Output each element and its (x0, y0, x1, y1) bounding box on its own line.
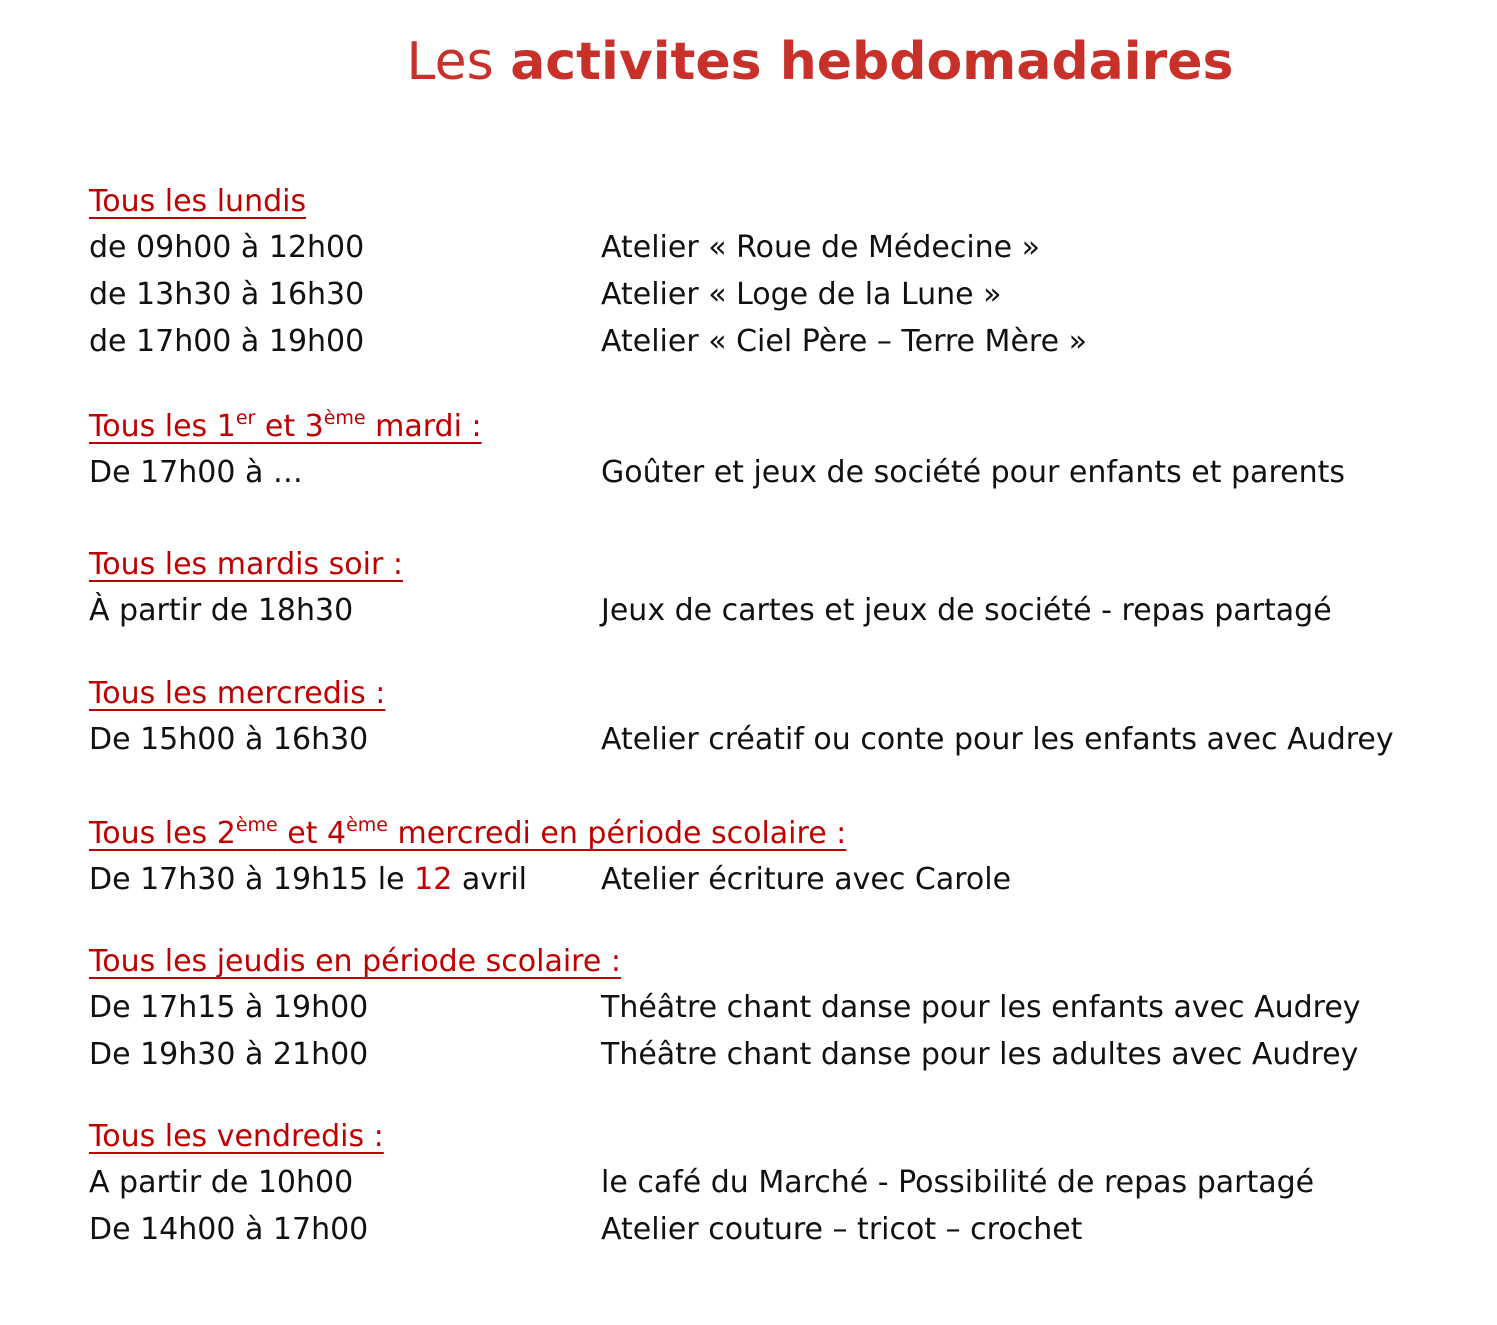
row-time: De 17h30 à 19h15 le 12 avril (89, 862, 528, 897)
section-heading: Tous les lundis (89, 184, 307, 219)
section-heading: Tous les vendredis : (89, 1119, 384, 1154)
row-time: De 14h00 à 17h00 (89, 1212, 369, 1247)
row-activity: Atelier écriture avec Carole (601, 862, 1012, 897)
schedule-row (89, 716, 1479, 763)
section-lundis (89, 180, 1479, 365)
section-mercredis (89, 672, 1479, 763)
row-activity: Théâtre chant danse pour les enfants avec Audrey (601, 990, 1361, 1025)
title-prefix: Les (406, 32, 494, 92)
schedule-row (89, 984, 1479, 1031)
section-mardis-soir (89, 543, 1479, 634)
row-activity: Jeux de cartes et jeux de société - repas partagé (601, 593, 1332, 628)
section-mardi-1-3 (89, 405, 1479, 496)
schedule-row (89, 318, 1479, 365)
row-time: À partir de 18h30 (89, 593, 354, 628)
row-time: De 17h00 à … (89, 455, 303, 490)
row-time: A partir de 10h00 (89, 1165, 354, 1200)
row-time: de 13h30 à 16h30 (89, 277, 365, 312)
row-time: de 17h00 à 19h00 (89, 324, 365, 359)
row-activity: le café du Marché - Possibilité de repas partagé (601, 1165, 1315, 1200)
page-title (0, 30, 1497, 94)
schedule-row (89, 587, 1479, 634)
row-activity: Atelier « Ciel Père – Terre Mère » (601, 324, 1087, 359)
schedule-row (89, 1206, 1479, 1253)
row-time: De 19h30 à 21h00 (89, 1037, 369, 1072)
row-time: de 09h00 à 12h00 (89, 230, 365, 265)
schedule-row (89, 1031, 1479, 1078)
row-activity: Théâtre chant danse pour les adultes avec Audrey (601, 1037, 1359, 1072)
row-activity: Goûter et jeux de société pour enfants et parents (601, 455, 1345, 490)
section-vendredis (89, 1115, 1479, 1253)
row-activity: Atelier « Loge de la Lune » (601, 277, 1002, 312)
row-activity: Atelier « Roue de Médecine » (601, 230, 1041, 265)
section-jeudis (89, 940, 1479, 1078)
title-emphasis: activites hebdomadaires (510, 32, 1234, 92)
schedule-row (89, 224, 1479, 271)
date-highlight: 12 (414, 862, 453, 897)
schedule-row (89, 271, 1479, 318)
section-heading: Tous les mardis soir : (89, 547, 403, 582)
row-activity: Atelier créatif ou conte pour les enfants avec Audrey (601, 722, 1394, 757)
row-activity: Atelier couture – tricot – crochet (601, 1212, 1083, 1247)
schedule-row (89, 1159, 1479, 1206)
schedule-row (89, 856, 1479, 903)
section-heading: Tous les mercredis : (89, 676, 386, 711)
schedule (89, 180, 1479, 1253)
section-mercredi-2-4 (89, 812, 1479, 903)
row-time: De 17h15 à 19h00 (89, 990, 369, 1025)
section-heading: Tous les 1er et 3ème mardi : (89, 407, 482, 444)
section-heading: Tous les 2ème et 4ème mercredi en période scolaire : (89, 814, 847, 851)
row-time: De 15h00 à 16h30 (89, 722, 369, 757)
section-heading: Tous les jeudis en période scolaire : (89, 944, 621, 979)
schedule-row (89, 449, 1479, 496)
